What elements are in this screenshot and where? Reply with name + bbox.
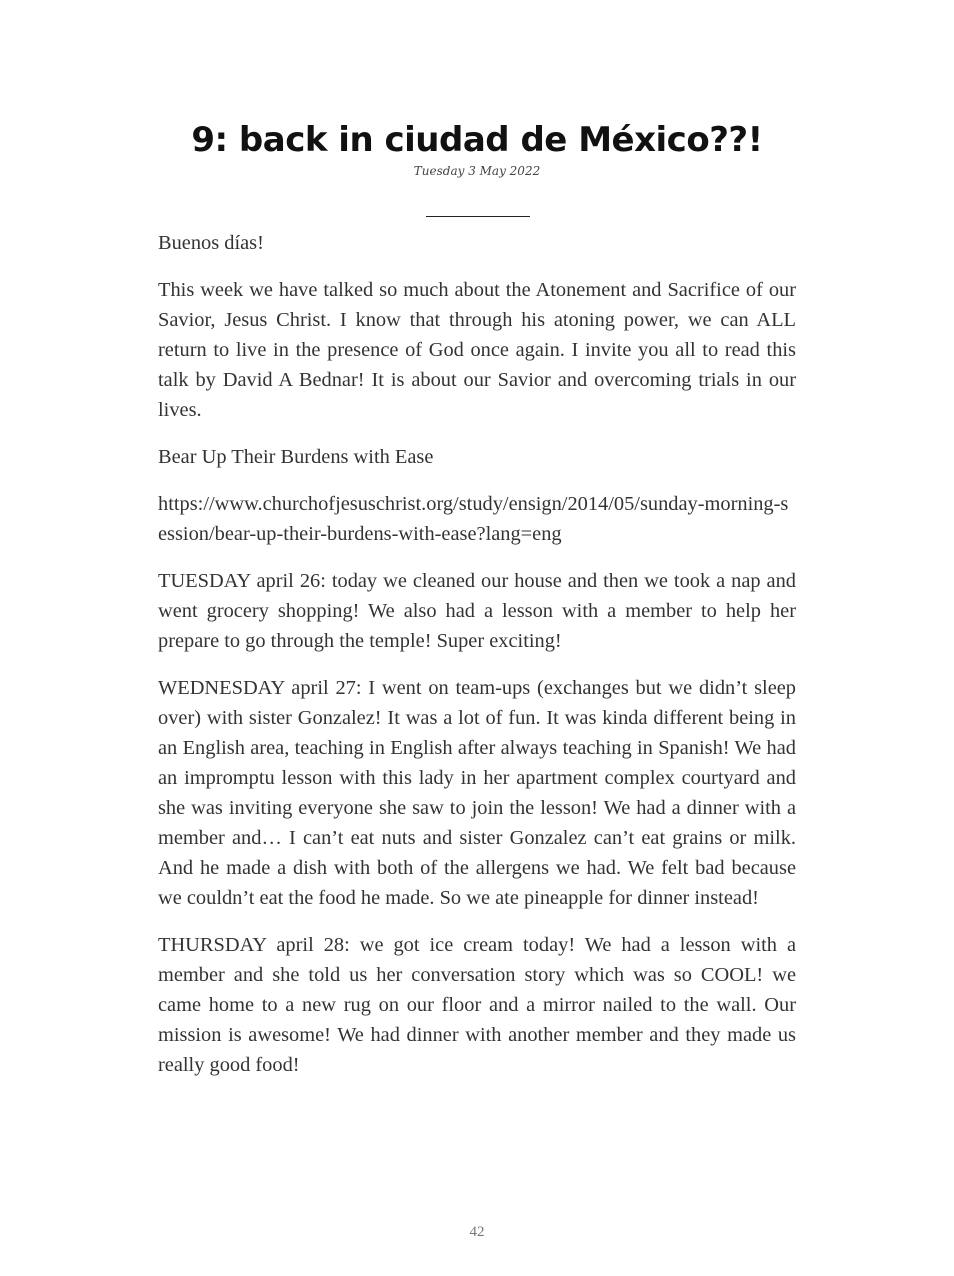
wednesday-paragraph: WEDNESDAY april 27: I went on team-ups (exchanges but we didn’t sleep over) with sister Gonzalez! It was a lot of fun. It was kinda different being in an English area, teaching in English after always teaching in Spanish! We had an impromptu lesson with this lady in her apartment complex courtyard and she was inviting everyone she saw to join the lesson! We had a dinner with a member and… I can’t eat nuts and sister Gonzalez can’t eat grains or milk. And he made a dish with both of the allergens we had. We felt bad because we couldn’t eat the food he made. So we ate pineapple for dinner instead! bbox=[158, 677, 796, 909]
intro-paragraph: This week we have talked so much about the Atonement and Sacrifice of our Savior, Jesus Christ. I know that through his atoning power, we can ALL return to live in the presence of God once again. I invite you all to read this talk by David A Bednar! It is about our Savior and overcoming trials in our lives. bbox=[158, 279, 796, 421]
title-divider bbox=[426, 216, 530, 217]
page-number: 42 bbox=[469, 1224, 485, 1240]
tuesday-paragraph: TUESDAY april 26: today we cleaned our house and then we took a nap and went grocery shopping! We also had a lesson with a member to help her prepare to go through the temple! Super exciting! bbox=[158, 570, 796, 652]
talk-title: Bear Up Their Burdens with Ease bbox=[158, 446, 434, 468]
thursday-paragraph: THURSDAY april 28: we got ice cream today! We had a lesson with a member and she told us her conversation story which was so COOL! we came home to a new rug on our floor and a mirror nailed to the wall. Our mission is awesome! We had dinner with another member and they made us really good food! bbox=[158, 934, 796, 1076]
talk-url[interactable]: https://www.churchofjesuschrist.org/study/ensign/2014/05/sunday-morning-session/bear-up-their-burdens-with-ease?lang=eng bbox=[158, 493, 789, 545]
post-date: Tuesday 3 May 2022 bbox=[413, 164, 541, 178]
page-title: 9: back in ciudad de México??! bbox=[191, 120, 763, 160]
article-body bbox=[158, 228, 796, 1097]
greeting-paragraph: Buenos días! bbox=[158, 232, 264, 254]
